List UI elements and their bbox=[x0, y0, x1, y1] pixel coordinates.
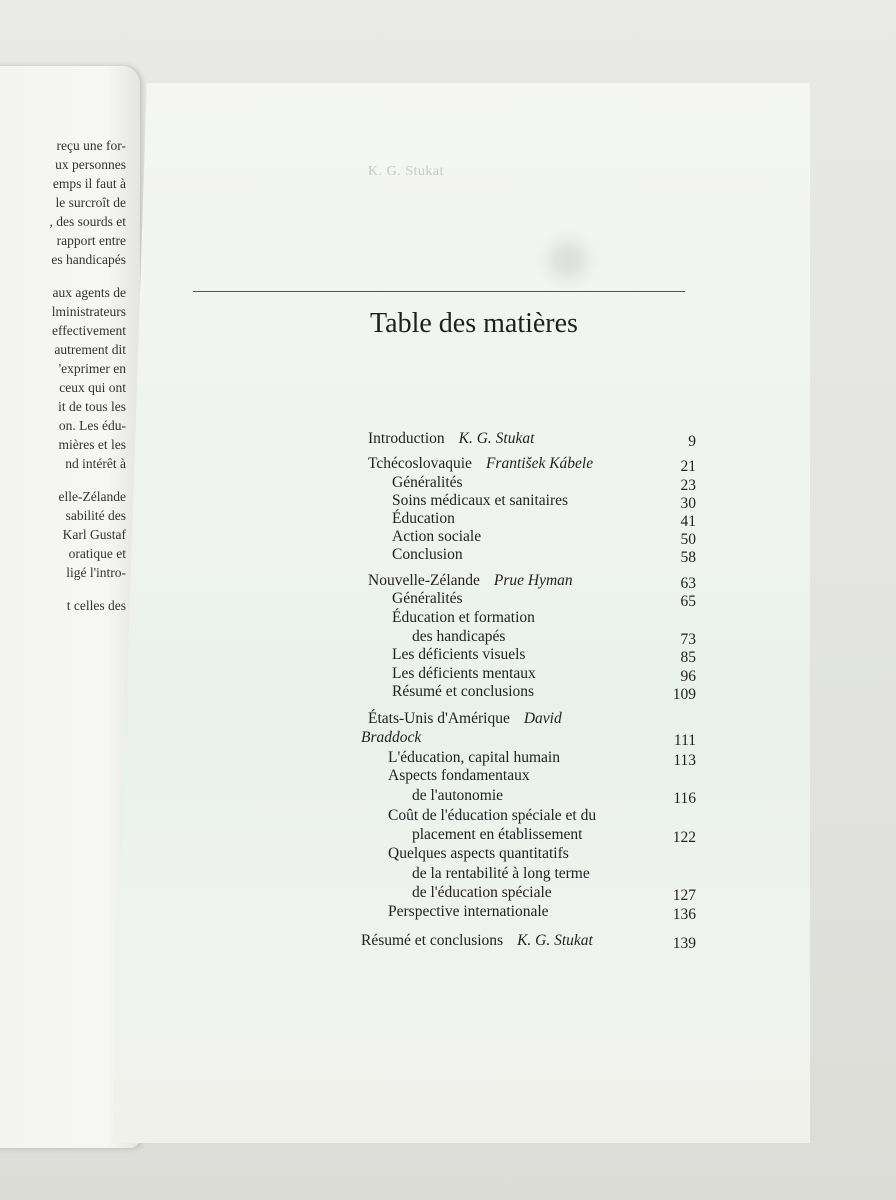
left-page-line: sabilité des bbox=[65, 508, 126, 523]
toc-entry-title: Action sociale bbox=[392, 528, 482, 545]
toc-entry bbox=[368, 430, 534, 448]
left-page-line: Karl Gustaf bbox=[62, 527, 126, 542]
toc-entry bbox=[392, 646, 525, 664]
toc-page-number: 85 bbox=[680, 649, 696, 666]
toc-page-number: 63 bbox=[680, 575, 696, 592]
toc-entry bbox=[392, 474, 463, 492]
toc-page-number: 127 bbox=[672, 887, 696, 904]
left-page-line: it de tous les bbox=[58, 399, 126, 414]
toc-entry bbox=[392, 492, 568, 510]
toc-entry-title: de l'autonomie bbox=[412, 787, 504, 804]
left-page-line: mières et les bbox=[58, 437, 126, 452]
toc-entry bbox=[388, 749, 560, 767]
toc-entry-title: Perspective internationale bbox=[388, 903, 549, 920]
left-page-line: le surcroît de bbox=[55, 195, 126, 210]
toc-page-number: 21 bbox=[680, 458, 696, 475]
toc-entry bbox=[392, 546, 463, 564]
toc-entry bbox=[392, 510, 455, 528]
toc-entry bbox=[361, 932, 593, 950]
toc-entry-title: L'éducation, capital humain bbox=[388, 749, 560, 766]
toc-page-number: 136 bbox=[672, 906, 696, 923]
left-page-line: reçu une for- bbox=[56, 138, 126, 153]
toc-page-number: 109 bbox=[672, 686, 696, 703]
toc-entry-title: Généralités bbox=[392, 474, 463, 491]
toc-page-number: 96 bbox=[680, 668, 696, 685]
left-page-line: nd intérêt à bbox=[65, 456, 126, 471]
page-title: Table des matières bbox=[370, 308, 578, 339]
toc-entry-title: Nouvelle-Zélande bbox=[368, 572, 480, 589]
toc-entry bbox=[412, 884, 552, 902]
toc-entry bbox=[392, 590, 463, 608]
toc-page-number: 139 bbox=[672, 935, 696, 952]
left-page-line: ligé l'intro- bbox=[66, 565, 126, 580]
toc-entry-title: Résumé et conclusions bbox=[361, 932, 504, 949]
toc-page-number: 65 bbox=[680, 593, 696, 610]
toc-entry-author: Prue Hyman bbox=[493, 572, 573, 589]
left-page-line: autrement dit bbox=[54, 342, 126, 357]
toc-entry-title: de la rentabilité à long terme bbox=[412, 865, 590, 882]
toc-entry-author: Braddock bbox=[361, 729, 422, 746]
left-page-line: effectivement bbox=[52, 323, 126, 338]
toc-entry bbox=[392, 665, 536, 683]
left-page-line: on. Les édu- bbox=[58, 418, 126, 433]
toc-entry bbox=[368, 572, 573, 590]
toc-entry-title: des handicapés bbox=[412, 628, 506, 645]
left-page-line: lministrateurs bbox=[51, 304, 126, 319]
toc-page-number: 23 bbox=[680, 477, 696, 494]
toc-entry-title: Les déficients visuels bbox=[392, 646, 526, 663]
toc-entry-title: États-Unis d'Amérique bbox=[368, 710, 510, 727]
toc-entry-title: Quelques aspects quantitatifs bbox=[388, 845, 569, 862]
toc-entry bbox=[412, 865, 590, 883]
toc-page-number: 30 bbox=[680, 495, 696, 512]
toc-entry bbox=[368, 455, 593, 473]
toc-entry bbox=[412, 628, 505, 646]
toc-page-number: 58 bbox=[680, 549, 696, 566]
toc-page-number: 50 bbox=[680, 531, 696, 548]
toc-entry-title: Introduction bbox=[368, 430, 445, 447]
toc-entry bbox=[388, 903, 549, 921]
toc-entry-author: K. G. Stukat bbox=[517, 932, 593, 949]
toc-entry-title: Éducation et formation bbox=[392, 609, 535, 626]
toc-entry-title: Résumé et conclusions bbox=[392, 683, 535, 700]
toc-entry-title: Aspects fondamentaux bbox=[388, 767, 530, 784]
toc-entry bbox=[361, 729, 421, 747]
toc-entry-author: David bbox=[523, 710, 562, 727]
toc-entry bbox=[388, 767, 530, 785]
show-through-author: K. G. Stukat bbox=[368, 164, 444, 179]
left-page-line: elle-Zélande bbox=[58, 489, 126, 504]
toc-entry bbox=[392, 683, 534, 701]
toc-entry bbox=[412, 787, 503, 805]
toc-entry-title: Tchécoslovaquie bbox=[368, 455, 472, 472]
left-page-line: ux personnes bbox=[55, 157, 126, 172]
toc-entry bbox=[392, 609, 535, 627]
toc-entry bbox=[368, 710, 562, 728]
left-page-line: emps il faut à bbox=[52, 176, 126, 191]
toc-page-number: 111 bbox=[673, 732, 696, 749]
toc-entry-title: Les déficients mentaux bbox=[392, 665, 536, 682]
toc-page-number: 122 bbox=[672, 829, 696, 846]
left-page-line: es handicapés bbox=[51, 252, 126, 267]
left-page-line: t celles des bbox=[66, 598, 126, 613]
toc-entry bbox=[388, 845, 569, 863]
left-page-line: ceux qui ont bbox=[59, 380, 126, 395]
toc-entry-author: František Kábele bbox=[485, 455, 594, 472]
toc-entry-title: placement en établissement bbox=[412, 826, 583, 843]
left-page-line: rapport entre bbox=[56, 233, 126, 248]
toc-entry-title: Soins médicaux et sanitaires bbox=[392, 492, 569, 509]
toc-entry bbox=[412, 826, 582, 844]
toc-page-number: 73 bbox=[680, 631, 696, 648]
toc-page-number: 116 bbox=[673, 790, 696, 807]
toc-page-number: 113 bbox=[673, 752, 696, 769]
left-page-line: 'exprimer en bbox=[58, 361, 126, 376]
toc-entry-title: Coût de l'éducation spéciale et du bbox=[388, 807, 597, 824]
left-page-line: aux agents de bbox=[52, 285, 126, 300]
toc-entry bbox=[392, 528, 481, 546]
left-page-line: oratique et bbox=[68, 546, 126, 561]
toc-entry bbox=[388, 807, 596, 825]
toc-entry-title: Éducation bbox=[392, 510, 455, 527]
toc-entry-author: K. G. Stukat bbox=[458, 430, 535, 447]
toc-entry-title: Conclusion bbox=[392, 546, 463, 563]
toc-entry-title: Généralités bbox=[392, 590, 463, 607]
toc-page-number: 9 bbox=[688, 433, 696, 450]
left-page-line: , des sourds et bbox=[49, 214, 126, 229]
toc-entry-title: de l'éducation spéciale bbox=[412, 884, 552, 901]
toc-page-number: 41 bbox=[680, 513, 696, 530]
